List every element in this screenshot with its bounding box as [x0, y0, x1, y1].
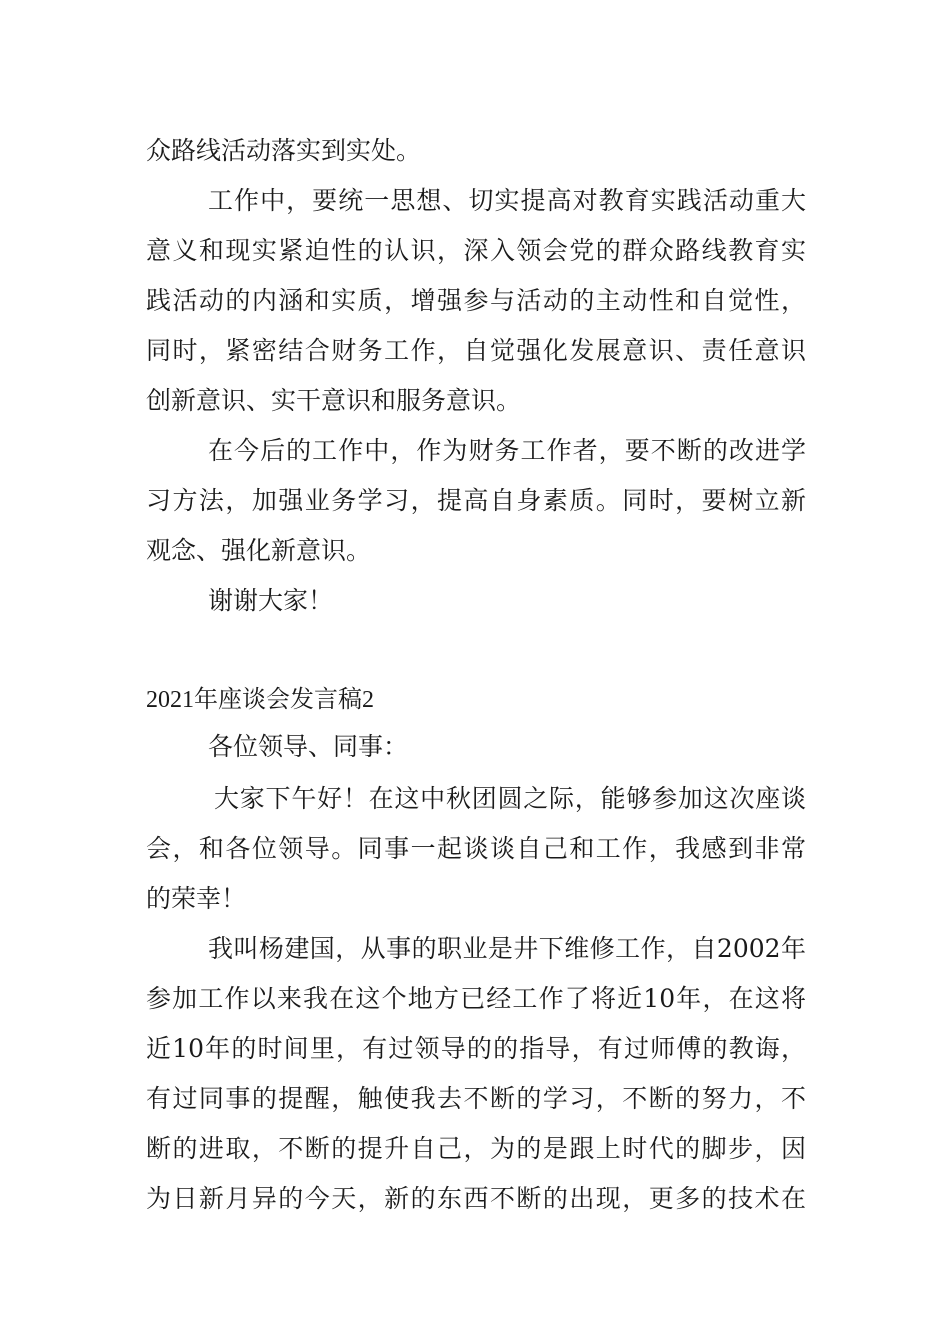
- paragraph-line: 我叫杨建国，从事的职业是井下维修工作，自2002年: [208, 934, 806, 963]
- paragraph-line: 大家下午好！在这中秋团圆之际，能够参加这次座谈: [214, 784, 806, 813]
- paragraph-line: 的荣幸！: [146, 884, 247, 913]
- paragraph-line: 创新意识、实干意识和服务意识。: [146, 386, 522, 415]
- paragraph-line: 同时，紧密结合财务工作，自觉强化发展意识、责任意识: [146, 336, 806, 365]
- paragraph-line: 断的进取，不断的提升自己，为的是跟上时代的脚步，因: [146, 1134, 806, 1163]
- paragraph-line: 工作中，要统一思想、切实提高对教育实践活动重大: [208, 186, 806, 215]
- paragraph-line: 意义和现实紧迫性的认识，深入领会党的群众路线教育实: [146, 236, 806, 265]
- paragraph-line: 会，和各位领导。同事一起谈谈自己和工作，我感到非常: [146, 834, 806, 863]
- paragraph-line: 为日新月异的今天，新的东西不断的出现，更多的技术在: [146, 1184, 806, 1213]
- paragraph-line: 众路线活动落实到实处。: [146, 136, 422, 165]
- paragraph-line: 有过同事的提醒，触使我去不断的学习，不断的努力，不: [146, 1084, 806, 1113]
- paragraph-line: 习方法，加强业务学习，提高自身素质。同时，要树立新: [146, 486, 806, 515]
- closing-line: 谢谢大家！: [208, 586, 334, 615]
- section-heading: 2021年座谈会发言稿2: [146, 687, 374, 713]
- paragraph-line: 在今后的工作中，作为财务工作者，要不断的改进学: [208, 436, 806, 465]
- paragraph-line: 践活动的内涵和实质，增强参与活动的主动性和自觉性，: [146, 286, 806, 315]
- salutation-line: 各位领导、同事：: [208, 732, 409, 761]
- paragraph-line: 近10年的时间里，有过领导的的指导，有过师傅的教诲，: [146, 1034, 806, 1063]
- paragraph-line: 参加工作以来我在这个地方已经工作了将近10年，在这将: [146, 984, 806, 1013]
- paragraph-line: 观念、强化新意识。: [146, 536, 372, 565]
